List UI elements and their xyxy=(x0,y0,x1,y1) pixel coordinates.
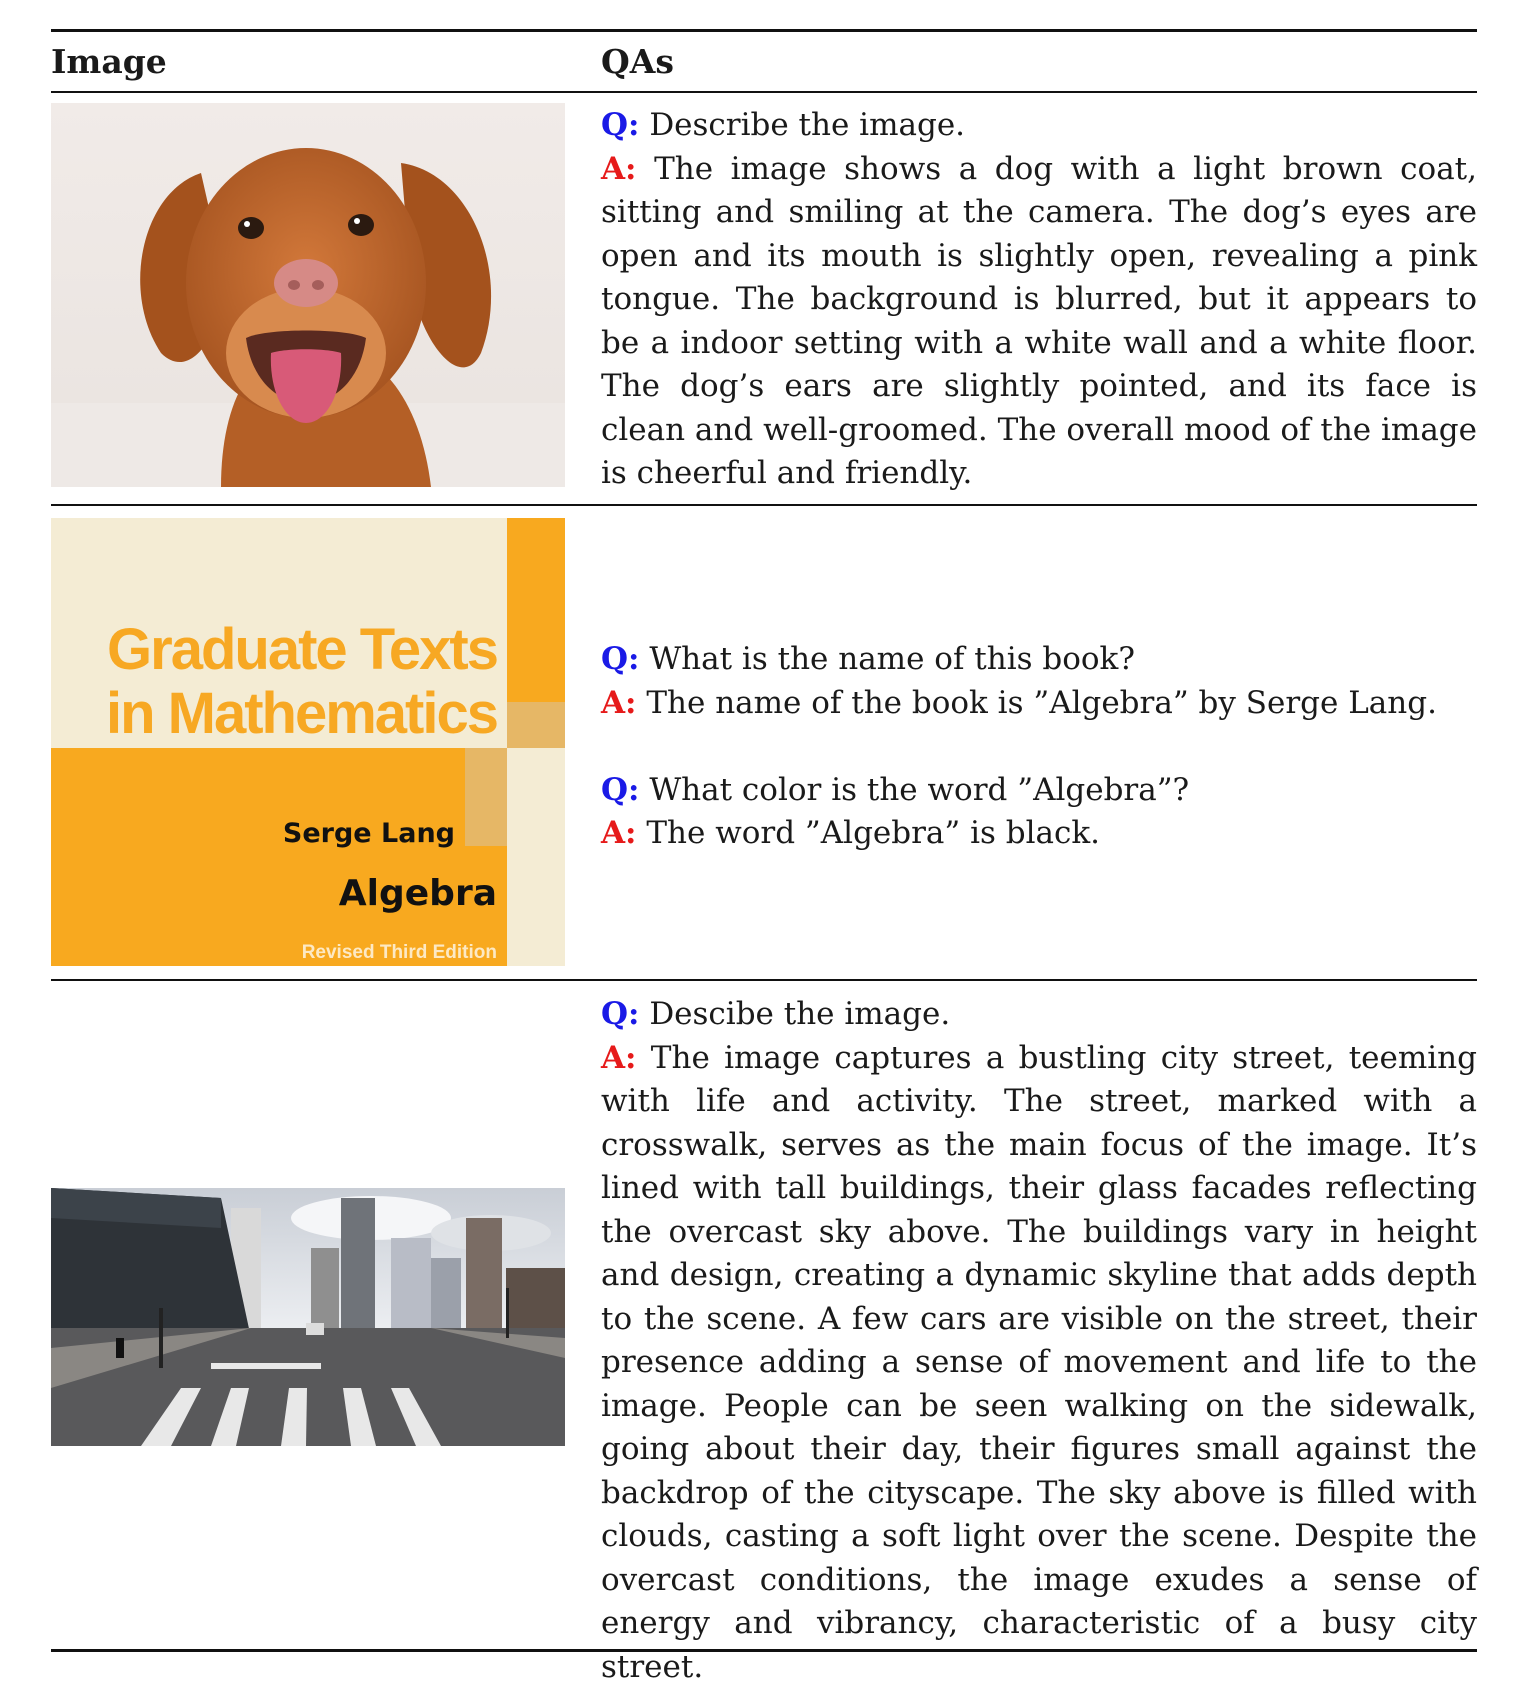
answer-text: The name of the book is ”Algebra” by Serge Lang. xyxy=(646,685,1437,721)
qa-block-2 xyxy=(601,638,1477,856)
question-2 xyxy=(601,638,1477,682)
row-divider-1 xyxy=(51,504,1477,506)
answer-4 xyxy=(601,1037,1477,1689)
row-divider-2 xyxy=(51,979,1477,981)
q-label: Q: xyxy=(601,107,639,143)
question-text: What is the name of this book? xyxy=(649,641,1135,677)
cover-series-line2: in Mathematics xyxy=(106,682,497,746)
question-4 xyxy=(601,993,1477,1037)
q-label: Q: xyxy=(601,641,639,677)
cover-series-title xyxy=(106,618,497,746)
city-street-image xyxy=(51,1188,565,1446)
a-label: A: xyxy=(601,815,637,851)
dog-image xyxy=(51,103,565,487)
answer-text: The word ”Algebra” is black. xyxy=(646,815,1100,851)
question-text: What color is the word ”Algebra”? xyxy=(649,772,1189,808)
question-3 xyxy=(601,769,1477,813)
cover-book-title: Algebra xyxy=(339,873,497,914)
question-1 xyxy=(601,104,1477,148)
q-label: Q: xyxy=(601,996,639,1032)
qa-block-1 xyxy=(601,104,1477,496)
qa-block-3 xyxy=(601,993,1477,1689)
book-cover-image xyxy=(51,518,565,966)
answer-text: The image shows a dog with a light brown coat, sitting and smiling at the camera. The dog’s eyes are open and its mouth is slightly open, revealing a pink tongue. The background is blurred, but it appears to be a indoor setting with a white wall and a white floor. The dog’s ears are slightly pointed, and its face is clean and well-groomed. The overall mood of the image is cheerful and friendly. xyxy=(601,151,1477,492)
answer-2 xyxy=(601,682,1477,726)
a-label: A: xyxy=(601,1040,637,1076)
q-label: Q: xyxy=(601,772,639,808)
cover-series-line1: Graduate Texts xyxy=(106,618,497,682)
header-rule xyxy=(51,91,1477,93)
cover-author: Serge Lang xyxy=(283,818,455,849)
answer-1 xyxy=(601,148,1477,496)
question-text: Describe the image. xyxy=(649,107,965,143)
header-image: Image xyxy=(51,42,167,81)
header-qas: QAs xyxy=(601,42,674,81)
answer-3 xyxy=(601,812,1477,856)
a-label: A: xyxy=(601,151,637,187)
cover-edition: Revised Third Edition xyxy=(302,942,497,964)
a-label: A: xyxy=(601,685,637,721)
answer-text: The image captures a bustling city street, teeming with life and activity. The street, marked with a crosswalk, serves as the main focus of the image. It’s lined with tall buildings, their glass facades reflecting the overcast sky above. The buildings vary in height and design, creating a dynamic skyline that adds depth to the scene. A few cars are visible on the street, their presence adding a sense of movement and life to the image. People can be seen walking on the sidewalk, going about their day, their figures small against the backdrop of the cityscape. The sky above is filled with clouds, casting a soft light over the scene. Despite the overcast conditions, the image exudes a sense of energy and vibrancy, characteristic of a busy city street. xyxy=(601,1040,1477,1685)
top-rule xyxy=(51,29,1477,32)
question-text: Descibe the image. xyxy=(649,996,950,1032)
